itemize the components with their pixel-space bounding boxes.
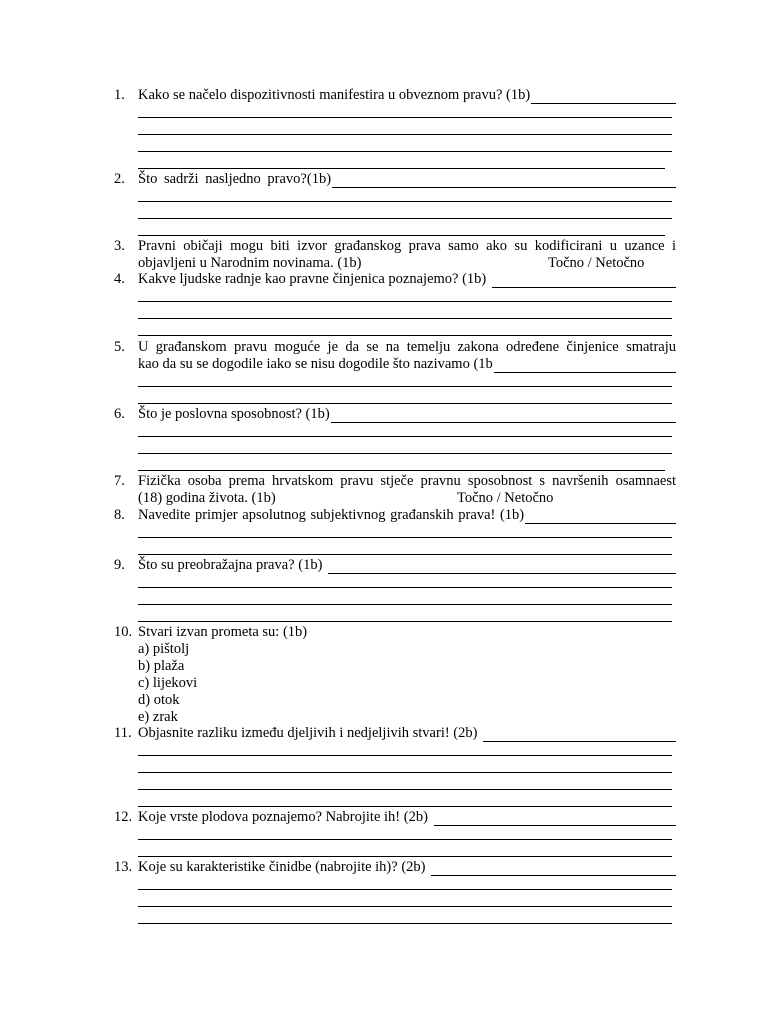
answer-line[interactable] [138,604,672,605]
question-text: kao da su se dogodile iako se nisu dogodile što nazivamo (1b [138,356,493,372]
question-number: 1. [114,87,125,103]
answer-line[interactable] [494,359,676,373]
question-8 [138,507,676,524]
question-number: 5. [114,339,125,355]
question-7-line-1: Fizička osoba prema hrvatskom pravu stječe pravnu sposobnost s navršenih osamnaest [138,473,676,489]
question-10-text: Stvari izvan prometa su: (1b) [138,624,308,640]
answer-line[interactable] [138,318,672,319]
answer-line[interactable] [138,839,672,840]
question-3-line-1: Pravni običaji mogu biti izvor građanskog prava samo ako su kodificirani u uzance i [138,238,676,254]
question-6 [138,406,676,423]
true-false-choice[interactable]: Točno / Netočno [548,255,645,271]
question-2 [138,171,676,188]
question-4 [138,271,676,288]
answer-line[interactable] [431,862,676,876]
answer-line[interactable] [138,906,672,907]
question-11 [138,725,676,742]
option-b[interactable]: b) plaža [138,658,185,674]
answer-line[interactable] [138,554,672,555]
answer-line[interactable] [332,174,676,188]
answer-line[interactable] [138,889,672,890]
question-text: Što su preobražajna prava? (1b) [138,557,323,573]
answer-line[interactable] [138,235,665,236]
option-d[interactable]: d) otok [138,692,180,708]
question-number: 6. [114,406,125,422]
question-number: 12. [114,809,133,825]
option-e[interactable]: e) zrak [138,709,178,725]
answer-line[interactable] [138,470,665,471]
answer-line[interactable] [138,168,665,169]
answer-line[interactable] [331,409,676,423]
question-text: Koje vrste plodova poznajemo? Nabrojite ih! (2b) [138,809,428,825]
question-3-line-2: objavljeni u Narodnim novinama. (1b) [138,255,362,271]
question-text: Što je poslovna sposobnost? (1b) [138,406,330,422]
answer-line[interactable] [138,386,672,387]
answer-line[interactable] [492,274,676,288]
answer-line[interactable] [483,728,676,742]
answer-line[interactable] [434,812,676,826]
question-number: 4. [114,271,125,287]
answer-line[interactable] [525,510,676,524]
question-number: 8. [114,507,125,523]
question-5-line-1: U građanskom pravu moguće je da se na temelju zakona određene činjenice smatraju [138,339,676,355]
answer-line[interactable] [138,151,672,152]
question-text: Navedite primjer apsolutnog subjektivnog građanskih prava! (1b) [138,507,525,523]
option-a[interactable]: a) pištolj [138,641,190,657]
question-number: 13. [114,859,133,875]
answer-line[interactable] [138,403,672,404]
answer-line[interactable] [138,436,672,437]
question-9 [138,557,676,574]
answer-line[interactable] [138,923,672,924]
answer-line[interactable] [138,301,672,302]
answer-line[interactable] [138,134,672,135]
question-number: 11. [114,725,132,741]
answer-line[interactable] [138,856,672,857]
question-text: Kako se načelo dispozitivnosti manifestira u obveznom pravu? (1b) [138,87,531,103]
answer-line[interactable] [138,537,672,538]
answer-line[interactable] [531,90,676,104]
answer-line[interactable] [138,218,672,219]
question-number: 10. [114,624,133,640]
question-13 [138,859,676,876]
answer-line[interactable] [138,117,672,118]
answer-line[interactable] [138,772,672,773]
answer-line[interactable] [138,335,672,336]
answer-line[interactable] [138,789,672,790]
answer-line[interactable] [138,587,672,588]
question-7-line-2: (18) godina života. (1b) [138,490,276,506]
option-c[interactable]: c) lijekovi [138,675,198,691]
question-number: 3. [114,238,125,254]
true-false-choice[interactable]: Točno / Netočno [457,490,554,506]
answer-line[interactable] [328,560,676,574]
question-text: Koje su karakteristike činidbe (nabrojite ih)? (2b) [138,859,426,875]
question-1 [138,87,676,104]
answer-line[interactable] [138,453,672,454]
question-number: 7. [114,473,125,489]
question-text: Kakve ljudske radnje kao pravne činjenica poznajemo? (1b) [138,271,487,287]
answer-line[interactable] [138,201,672,202]
answer-line[interactable] [138,755,672,756]
answer-line[interactable] [138,806,672,807]
question-12 [138,809,676,826]
question-text: Što sadrži nasljedno pravo?(1b) [138,171,332,187]
question-number: 9. [114,557,125,573]
question-text: Objasnite razliku između djeljivih i nedjeljivih stvari! (2b) [138,725,478,741]
question-5-line-2 [138,356,676,373]
answer-line[interactable] [138,621,672,622]
question-number: 2. [114,171,125,187]
